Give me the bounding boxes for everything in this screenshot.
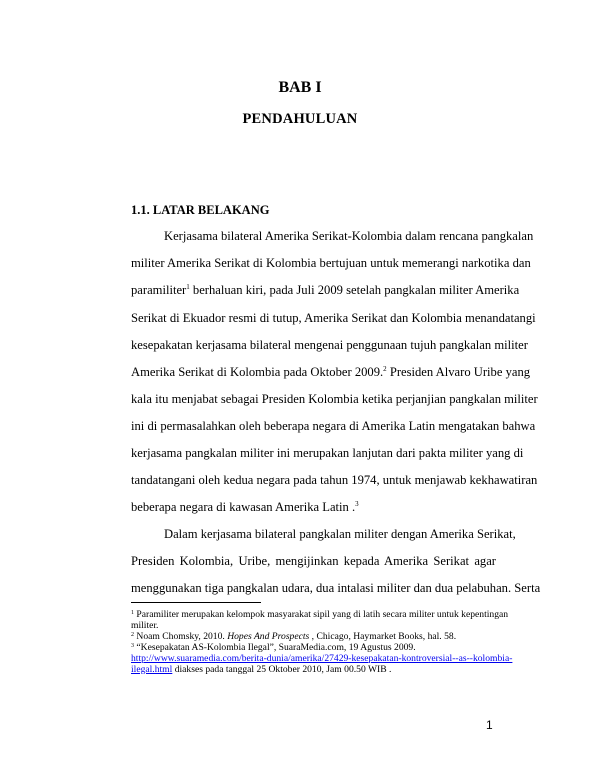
chapter-title: PENDAHULUAN	[242, 111, 358, 127]
footnote-text: , Chicago, Haymarket Books, hal. 58.	[309, 631, 457, 642]
footnote-2	[131, 631, 496, 642]
chapter-number: BAB I	[278, 79, 322, 96]
footnote-text: Paramiliter merupakan kelompok masyarakat sipil yang di latih secara militer untuk kepentingan	[136, 609, 509, 620]
footnote-1	[131, 609, 509, 620]
body-line: Kerjasama bilateral Amerika Serikat-Kolombia dalam rencana pangkalan	[164, 229, 534, 243]
body-text: paramiliter	[131, 283, 187, 297]
body-line: kala itu menjabat sebagai Presiden Kolombia ketika perjanjian pangkalan militer	[131, 392, 538, 406]
body-line: tandatangani oleh kedua negara pada tahun 1974, untuk menjawab kekhawatiran	[131, 473, 538, 487]
footnote-3-link	[131, 653, 513, 664]
footnote-text: diakses pada tanggal 25 Oktober 2010, Jam 00.50 WIB .	[172, 664, 392, 675]
body-line: ini di permasalahkan oleh beberapa negara di Amerika Latin mengatakan bahwa	[131, 419, 536, 433]
body-text: berhaluan kiri, pada Juli 2009 setelah pangkalan militer Amerika	[189, 283, 520, 297]
body-line: Presiden Kolombia, Uribe, mengijinkan kepada Amerika Serikat agar	[131, 554, 496, 568]
body-line: kerjasama pangkalan militer ini merupakan lanjutan dari pakta militer yang di	[131, 446, 524, 460]
footnote-ref[interactable]: 1	[186, 283, 190, 291]
body-text: beberapa negara di kawasan Amerika Latin .	[131, 500, 356, 514]
body-line: kesepakatan kerjasama bilateral mengenai penggunaan tujuh pangkalan militer	[131, 338, 528, 352]
footnote-ref[interactable]: 2	[383, 365, 387, 373]
body-line: Serikat di Ekuador resmi di tutup, Amerika Serikat dan Kolombia menandatangi	[131, 311, 536, 325]
body-line: menggunakan tiga pangkalan udara, dua intalasi militer dan dua pelabuhan. Serta	[131, 581, 541, 595]
footnote-number: 3	[131, 643, 134, 649]
footnote-3-cont	[131, 664, 496, 675]
source-link[interactable]: ilegal.html	[131, 664, 173, 675]
footnote-3	[131, 642, 496, 653]
footnote-text: Noam Chomsky, 2010.	[136, 631, 228, 642]
footnote-number: 2	[131, 632, 134, 638]
body-line	[131, 364, 531, 380]
body-line	[131, 499, 496, 515]
body-line: Dalam kerjasama bilateral pangkalan militer dengan Amerika Serikat,	[164, 527, 516, 541]
footnote-ref[interactable]: 3	[355, 500, 359, 508]
source-link[interactable]: http://www.suaramedia.com/berita-dunia/amerika/27429-kesepakatan-kontroversial--as--kolombia-	[131, 653, 513, 664]
book-title: Hopes And Prospects	[227, 631, 310, 642]
page-number: 1	[486, 718, 493, 732]
body-line: militer Amerika Serikat di Kolombia bertujuan untuk memerangi narkotika dan	[131, 256, 531, 270]
footnote-1-cont: militer.	[131, 620, 159, 631]
footnote-separator	[131, 602, 261, 603]
footnote-number: 1	[131, 610, 134, 616]
footnote-text: “Kesepakatan AS-Kolombia Ilegal”, SuaraMedia.com, 19 Agustus 2009.	[136, 642, 416, 653]
body-line	[131, 282, 520, 298]
section-heading: 1.1. LATAR BELAKANG	[131, 203, 270, 217]
body-text: Amerika Serikat di Kolombia pada Oktober 2009.	[131, 365, 384, 379]
body-text: Presiden Alvaro Uribe yang	[386, 365, 531, 379]
